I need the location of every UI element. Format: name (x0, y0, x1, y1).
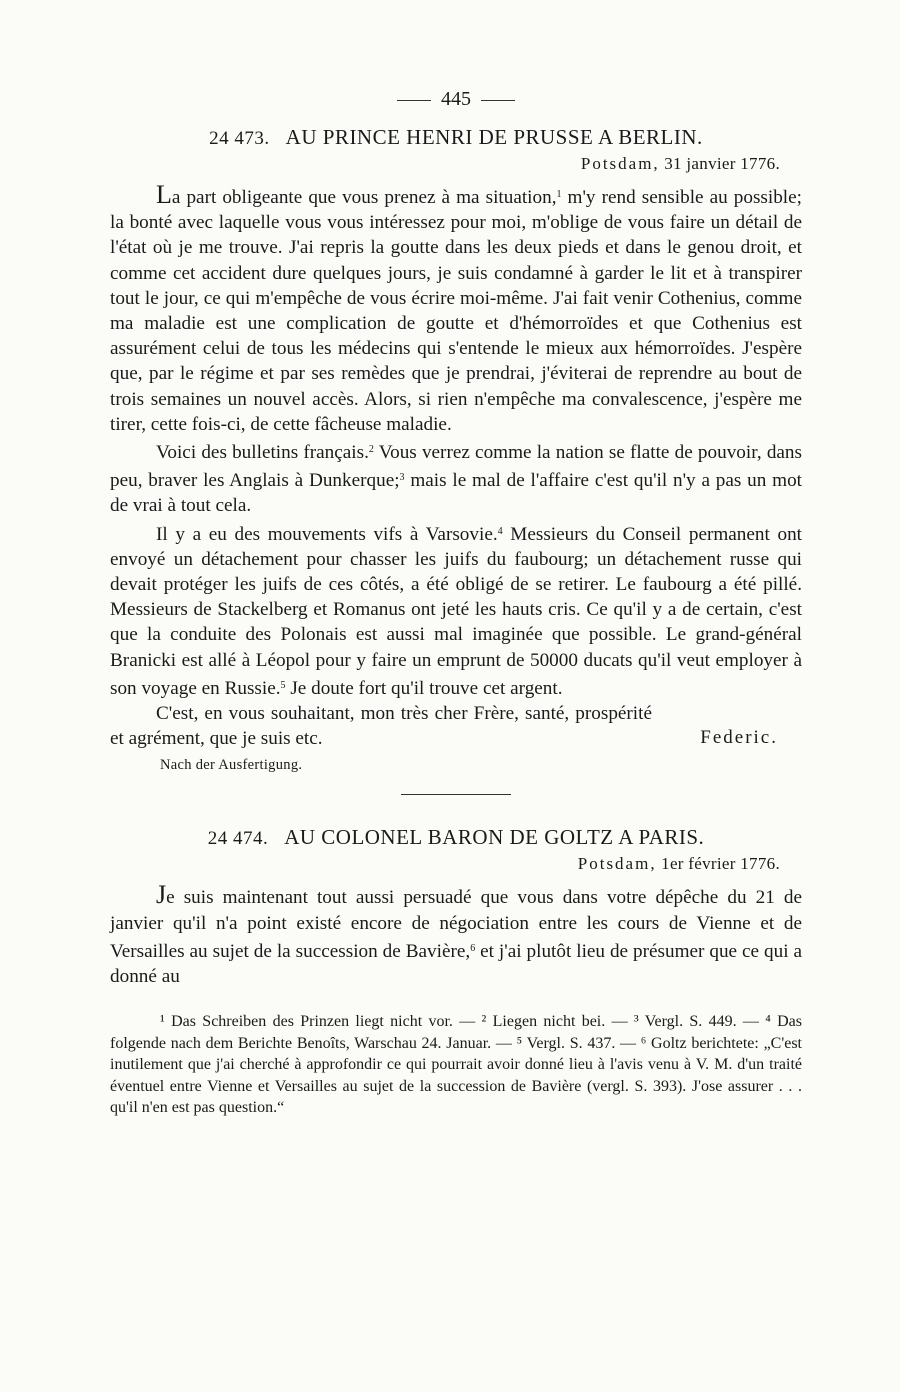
section-divider (401, 794, 511, 795)
paragraph (110, 519, 802, 701)
paragraph-text: Vous verrez comme la nation se flatte de pouvoir, dans peu, braver les Anglais à Dunkerque; (110, 442, 802, 492)
footnote-ref[interactable]: 4 (497, 525, 503, 537)
dropcap: J (156, 880, 167, 910)
paragraph (110, 437, 802, 519)
paragraph-text: mais le mal de l'affaire c'est qu'il n'y a pas un mot de vrai à tout cela. (110, 470, 802, 517)
source-note: Nach der Ausfertigung. (160, 757, 303, 774)
footnote-ref[interactable]: 5 (280, 679, 286, 691)
paragraph-text: Il y a eu des mouvements vifs à Varsovie. (156, 523, 498, 545)
paragraph-text: m'y rend sensible au possible; la bonté avec laquelle vous vous intéressez pour moi, m'oblige de vous faire un détail de l'état où je me trouve. J'ai repris la goutte dans les deux pieds et dans le genou droit, et comme cet accident dure quelques jours, je suis condamné à garder le lit et à transpirer tout le jour, ce qui m'empêche de vous écrire moi-même. J'ai fait venir Cothenius, comme ma maladie est une complication de goutte et d'hémorroïdes et que Cothenius est assurément celui de tous les médecins qui s'entende le mieux aux hémorroïdes. J'espère que, par le régime et par ses remèdes que je prendrai, j'éviterai de reprendre au bout de trois semaines un nouvel accès. Alors, si rien n'empêche ma convalescence, j'espère me tirer, cette fois-ci, de cette fâcheuse maladie. (110, 187, 802, 435)
footnote-ref[interactable]: 1 (556, 189, 562, 200)
paragraph-text: Voici des bulletins français. (156, 442, 369, 464)
paragraph (110, 182, 802, 437)
letter-heading (110, 825, 802, 850)
signature: Federic. (700, 727, 778, 749)
footnote-text: ¹ Das Schreiben des Prinzen liegt nicht vor. — ² Liegen nicht bei. — ³ Vergl. S. 449. — ⁴ Das folgende nach dem Berichte Benoîts, Warschau 24. Januar. — ⁵ Vergl. S. 437. — ⁶ Goltz berichtete: „C'est inutilement que j'ai cherché à approfondir ce qui pourrait avoir donné lieu à l'avis venu à V. M. d'un traité éventuel entre Vienne et Versailles au sujet de la succession de Bavière (vergl. S. 393). J'ose assurer . . . qu'il n'en est pas question.“ (110, 1013, 802, 1117)
footnotes (110, 1011, 802, 1119)
page (110, 88, 802, 1119)
closing (110, 701, 802, 751)
divider (397, 100, 431, 101)
place-date (110, 154, 802, 174)
letter-title: AU COLONEL BARON DE GOLTZ A PARIS. (284, 825, 705, 850)
paragraph-text: et j'ai plutôt lieu de présumer que ce qui a donné au (110, 940, 802, 988)
divider (481, 100, 515, 101)
page-number (110, 88, 802, 111)
letter-title: AU PRINCE HENRI DE PRUSSE A BERLIN. (285, 125, 703, 149)
dropcap: L (156, 180, 172, 209)
place: Potsdam, (577, 854, 657, 874)
paragraph-text: e suis maintenant tout aussi persuadé que vous dans votre dépêche du 21 de janvier qu'il n'a point existé encore de négociation entre les cours de Vienne et de Versailles au sujet de la succession de Bavière, (110, 887, 802, 962)
place: Potsdam, (580, 154, 660, 173)
footnote-ref[interactable]: 6 (470, 942, 476, 954)
footnote-ref[interactable]: 2 (368, 444, 374, 456)
date: 31 janvier 1776. (664, 154, 780, 173)
page-number-text: 445 (441, 88, 471, 110)
letter-number: 24 474. (207, 828, 269, 850)
letter-number: 24 473. (209, 128, 270, 149)
place-date (110, 854, 802, 874)
paragraph (110, 701, 802, 751)
paragraph (110, 882, 802, 989)
paragraph-text: Je doute fort qu'il trouve cet argent. (285, 677, 563, 699)
paragraph-text: Messieurs du Conseil permanent ont envoyé un détachement pour chasser les juifs du faubourg; un détachement russe qui devait protéger les juifs de ces côtés, a été obligé de se retirer. Le faubourg a été pillé. Messieurs de Stackelberg et Romanus ont jeté les hauts cris. Ce qu'il y a de certain, c'est que la conduite des Polonais est aussi mal imaginée que possible. Le grand-général Branicki est allé à Léopol pour y faire un emprunt de 50000 ducats qu'il veut employer à son voyage en Russie. (110, 523, 802, 699)
paragraph-text: a part obligeante que vous prenez à ma situation, (171, 187, 557, 208)
letter-heading (110, 125, 802, 150)
date: 1er février 1776. (661, 854, 780, 874)
footnote-ref[interactable]: 3 (399, 472, 405, 484)
paragraph-text: C'est, en vous souhaitant, mon très cher Frère, santé, prospérité et agrément, que je suis etc. (110, 703, 652, 750)
